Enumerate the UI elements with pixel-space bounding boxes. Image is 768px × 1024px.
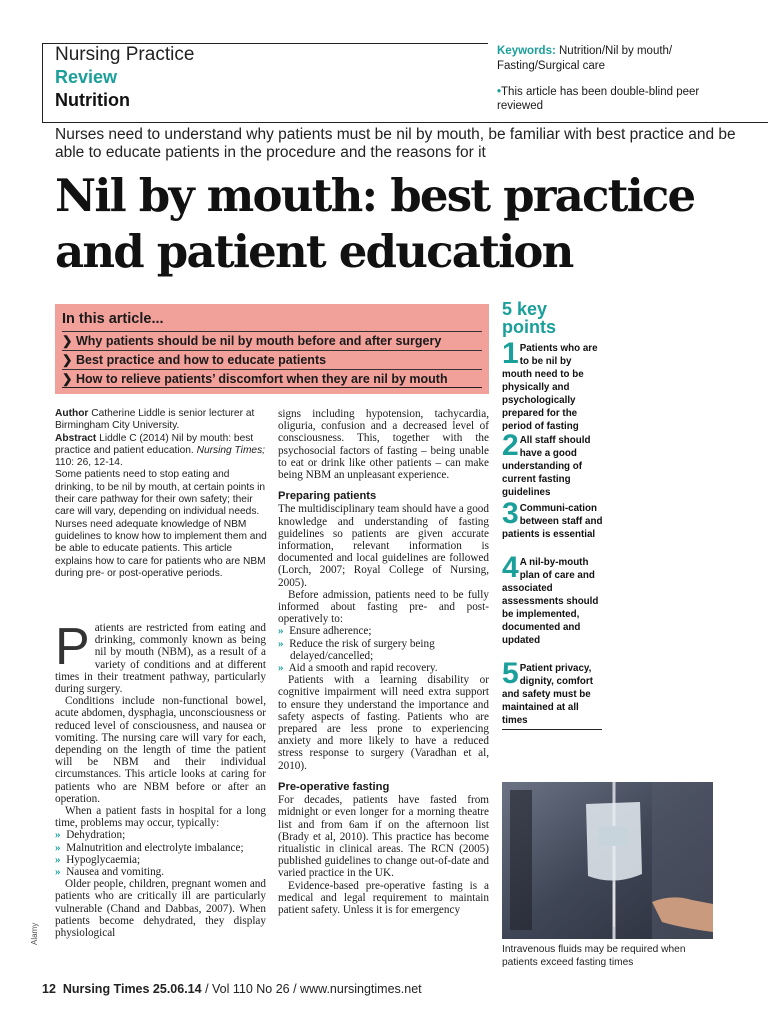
page-footer bbox=[42, 982, 422, 996]
box-bottom-rule bbox=[62, 387, 482, 388]
abstract-summary: Some patients need to stop eating and drinking, to be nil by mouth, at certain points in their care pathway for their own safety; their care will vary, depending on individual needs. Nurses need adequate knowledge of NBM guidelines to know how to implement them and be able to educate patients. This article explains how to care for patients who are NBM during pre- or post-operative periods. bbox=[55, 469, 267, 579]
paragraph: Conditions include non-functional bowel, acute abdomen, dysphagia, unconsciousness or reduced level of consciousness, and nausea or vomiting. The nursing care will vary for each, depending on the length of time the patient will be NBM and their individual circumstances. This article looks at caring for patients who are NBM before or after an operation. bbox=[55, 695, 266, 805]
issue-info: / Vol 110 No 26 / www.nursingtimes.net bbox=[205, 982, 422, 996]
bullet-item: » Hypoglycaemia; bbox=[55, 853, 141, 866]
bullet-icon: » bbox=[55, 853, 61, 866]
key-point-text: All staff should have a good understanding of current fasting guidelines bbox=[502, 435, 591, 498]
peer-review-note bbox=[497, 85, 737, 113]
paragraph: signs including hypotension, tachycardia, oliguria, confusion and a decreased level of consciousness. This, together with the psychosocial factors of fasting – being unable to eat or drink like other patients – can make being NBM an unpleasant experience. bbox=[278, 408, 489, 482]
page-number: 12 bbox=[42, 982, 56, 996]
photo-caption: Intravenous fluids may be required when patients exceed fasting times bbox=[502, 944, 686, 968]
abstract-citation: Abstract Liddle C (2014) Nil by mouth: best practice and patient education. Nursing Times; 110: 26, 12-14. bbox=[55, 432, 266, 469]
bullet-item: » Nausea and vomiting. bbox=[55, 866, 165, 879]
paragraph: When a patient fasts in hospital for a long time, problems may occur, typically: bbox=[55, 805, 266, 830]
paragraph: Patients with a learning disability or cognitive impairment will need extra support to ensure they understand the importance and safety aspects of fasting. Patients who are prepared are less prone to experiencing anxiety and more likely to have a reduced stress response to surgery (Varadhan et al, 2010). bbox=[278, 674, 489, 772]
headline-line-1: Nil by mouth: best practice bbox=[55, 169, 695, 222]
key-point-number: 1 bbox=[502, 337, 519, 370]
key-points-bottom-rule bbox=[502, 729, 602, 730]
key-point-text: Patients who are to be nil by mouth need to be physically and psychologically prepared for the period of fasting bbox=[502, 343, 598, 432]
standfirst-rule bbox=[42, 122, 768, 123]
article-type: Review bbox=[55, 67, 118, 87]
peer-review-text: This article has been double-blind peer reviewed bbox=[497, 86, 700, 112]
key-point bbox=[502, 497, 604, 541]
paragraph: The multidisciplinary team should have a good knowledge and understanding of fasting guidelines so patients are given accurate information, relevant information is documented and local guidelines are followed (Lorch, 2007; Royal College of Nursing, 2005). bbox=[278, 503, 489, 589]
bullet-item: » Reduce the risk of surgery being delayed/cancelled; bbox=[278, 637, 435, 662]
subheading: Pre-operative fasting bbox=[278, 780, 390, 793]
subheading: Preparing patients bbox=[278, 490, 377, 503]
magazine-date: Nursing Times 25.06.14 bbox=[62, 982, 202, 996]
in-this-article-item: ❯ How to relieve patients’ discomfort when they are nil by mouth bbox=[62, 369, 482, 387]
headline-line-2: and patient education bbox=[55, 225, 573, 278]
photo-credit: Alamy bbox=[30, 922, 39, 945]
key-point-text: Communi-cation between staff and patients is essential bbox=[502, 503, 603, 540]
key-point-number: 2 bbox=[502, 429, 519, 462]
keywords bbox=[497, 44, 737, 74]
bullet-item: » Aid a smooth and rapid recovery. bbox=[278, 662, 438, 675]
section-name: Nursing Practice bbox=[55, 44, 195, 65]
paragraph: Older people, children, pregnant women and patients who are critically ill are particularly vulnerable (Chand and Dabbas, 2007). When patients become dehydrated, they display physiological bbox=[55, 878, 266, 940]
iv-bag-image bbox=[502, 782, 713, 939]
bullet-icon: • bbox=[497, 86, 502, 98]
paragraph: Evidence-based pre-operative fasting is a medical and legal requirement to maintain patient safety. Unless it is for emergency bbox=[278, 879, 489, 916]
key-point-number: 5 bbox=[502, 657, 519, 690]
key-point-text: A nil-by-mouth plan of care and associated assessments should be implemented, documented and updated bbox=[502, 557, 599, 646]
keywords-label: Keywords: bbox=[497, 45, 556, 57]
chevron-right-icon: ❯ bbox=[62, 334, 73, 348]
author-line: Author Catherine Liddle is senior lecturer at Birmingham City University. bbox=[55, 408, 255, 432]
key-point bbox=[502, 657, 604, 727]
top-rule-left bbox=[42, 43, 43, 123]
bullet-item: » Ensure adherence; bbox=[278, 625, 372, 638]
key-point bbox=[502, 551, 604, 647]
paragraph: For decades, patients have fasted from midnight or even longer for a morning theatre list and from 6am if on the afternoon list (Brady et al, 2010). This practice has become ritualistic in clinical areas. The RCN (2005) published guidelines to change out-of-date and varied practice in the UK. bbox=[278, 794, 489, 880]
key-points-title: 5 key points bbox=[502, 299, 556, 337]
key-point bbox=[502, 429, 604, 499]
headline bbox=[55, 168, 755, 280]
bullet-icon: » bbox=[55, 829, 61, 842]
bullet-item: » Malnutrition and electrolyte imbalance; bbox=[55, 841, 244, 854]
article-topic: Nutrition bbox=[55, 90, 130, 110]
key-point-number: 4 bbox=[502, 551, 519, 584]
bullet-icon: » bbox=[55, 866, 61, 879]
bullet-icon: » bbox=[278, 625, 284, 638]
keywords-value: Nutrition/Nil by mouth/ Fasting/Surgical care bbox=[497, 45, 673, 72]
column-2 bbox=[278, 408, 489, 916]
in-this-article-title: In this article... bbox=[62, 311, 164, 327]
key-point-text: Patient privacy, dignity, comfort and safety must be maintained at all times bbox=[502, 663, 593, 726]
drop-cap: P bbox=[55, 618, 90, 676]
in-this-article-item: ❯ Why patients should be nil by mouth before and after surgery bbox=[62, 331, 482, 349]
column-1 bbox=[55, 618, 266, 940]
standfirst: Nurses need to understand why patients must be nil by mouth, be familiar with best practice and be able to educate patients in the procedure and the reasons for it bbox=[55, 126, 736, 161]
abstract-block bbox=[55, 408, 270, 580]
chevron-right-icon: ❯ bbox=[62, 372, 73, 386]
bullet-icon: » bbox=[55, 841, 61, 854]
bullet-item: » Dehydration; bbox=[55, 829, 126, 842]
in-this-article-item: ❯ Best practice and how to educate patients bbox=[62, 350, 482, 368]
chevron-right-icon: ❯ bbox=[62, 353, 73, 367]
key-point-number: 3 bbox=[502, 497, 519, 530]
iv-drip-photo bbox=[502, 782, 713, 939]
bullet-icon: » bbox=[278, 637, 284, 650]
paragraph: Before admission, patients need to be fully informed about fasting pre- and post-operatively to: bbox=[278, 588, 489, 626]
key-point bbox=[502, 337, 604, 433]
intro-paragraph: Patients are restricted from eating and drinking, commonly known as being nil by mouth (NBM), as a result of a variety of conditions and at different times in their treatment pathway, particularly during surgery. bbox=[55, 618, 266, 696]
bullet-icon: » bbox=[278, 662, 284, 675]
